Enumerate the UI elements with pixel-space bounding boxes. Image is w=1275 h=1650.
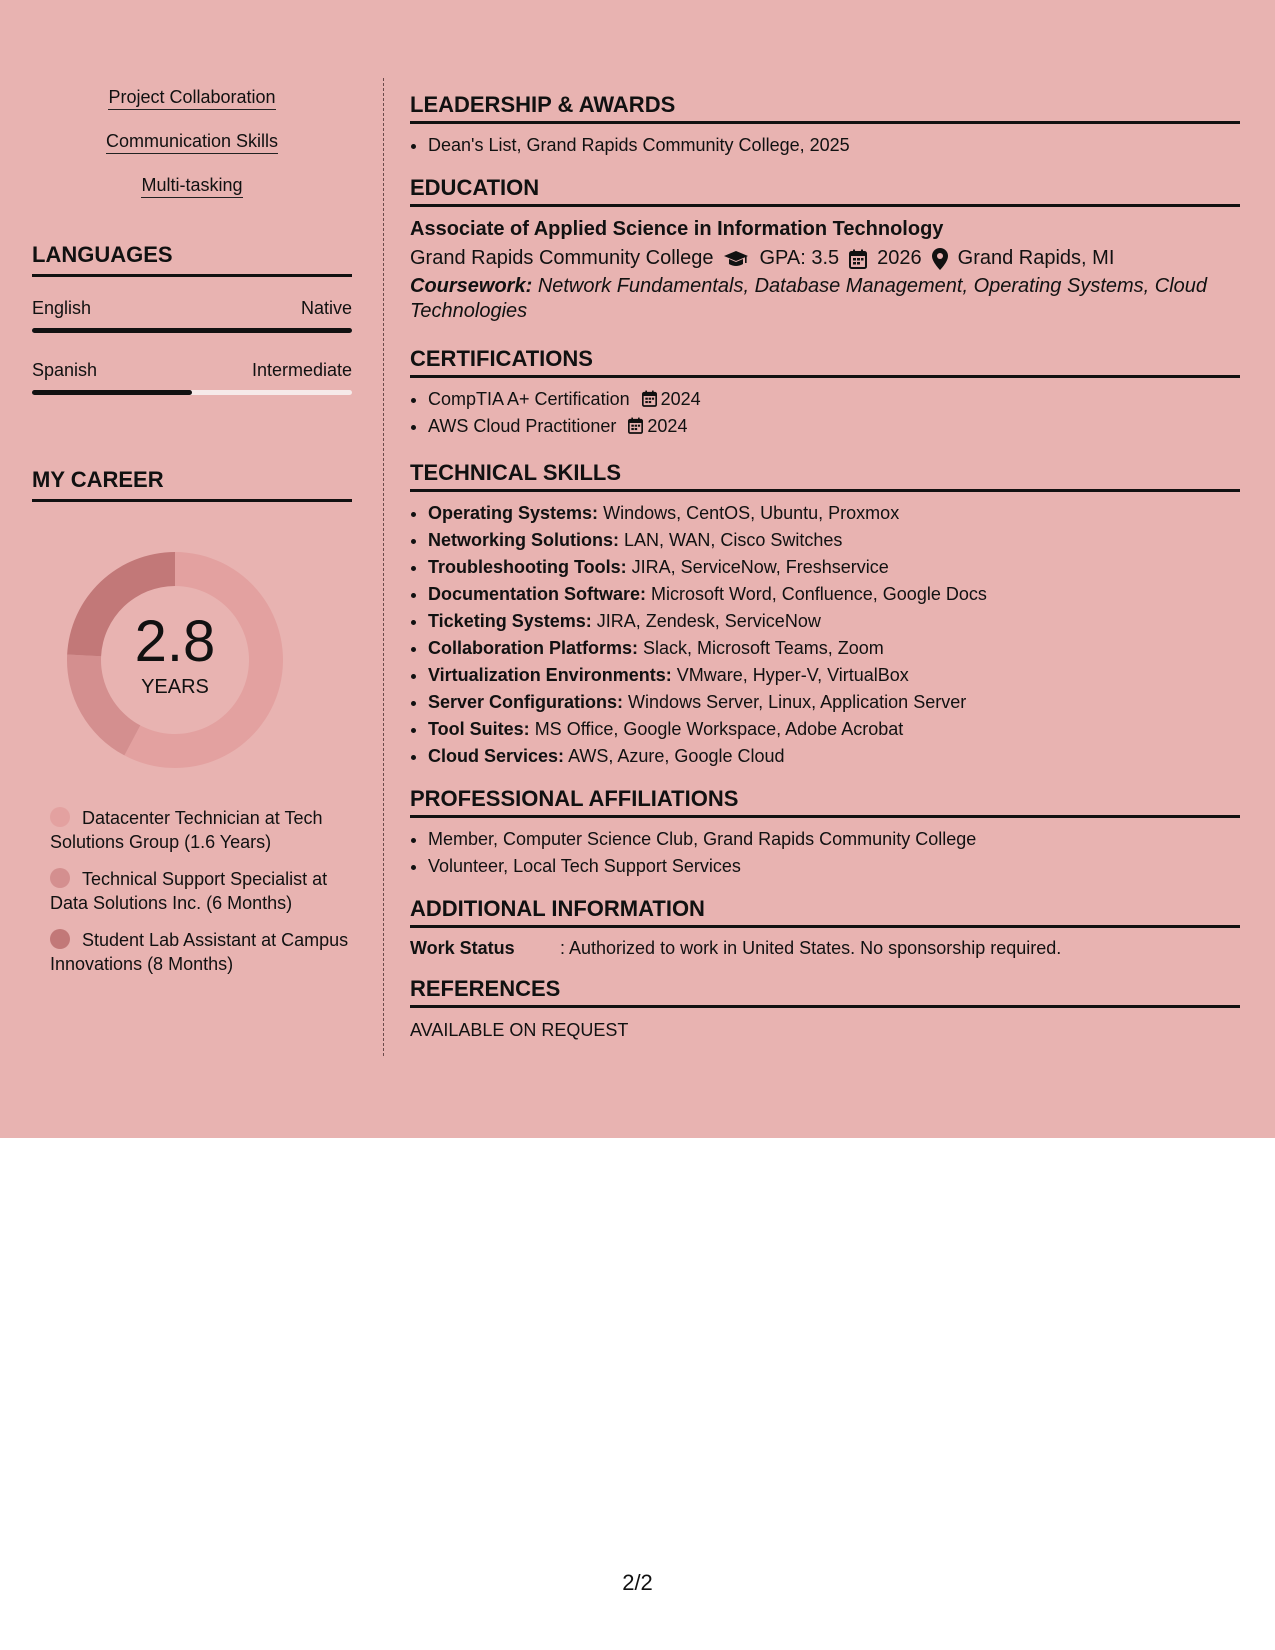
left-column [32,86,352,989]
skill-value: VMware, Hyper-V, VirtualBox [676,665,909,685]
list-item [428,413,1240,440]
language-bar [32,328,352,333]
coursework [410,274,1240,324]
section-heading: LEADERSHIP & AWARDS [410,92,1240,124]
skill-item: Multi-tasking [141,174,242,198]
skill-value: AWS, Azure, Google Cloud [568,746,785,766]
certification-name: AWS Cloud Practitioner [428,416,617,436]
list-item [428,662,1240,689]
skill-value: Windows, CentOS, Ubuntu, Proxmox [603,503,900,523]
list-item [428,500,1240,527]
calendar-icon [642,390,657,407]
skill-value: JIRA, ServiceNow, Freshservice [631,557,889,577]
section-heading: PROFESSIONAL AFFILIATIONS [410,786,1240,818]
career-heading: MY CAREER [32,467,352,502]
skill-label: Virtualization Environments: [428,665,672,685]
degree-title: Associate of Applied Science in Information Technology [410,218,944,240]
language-name: English [32,298,92,318]
graduation-cap-icon [723,250,749,268]
technical-skills-section [410,460,1240,770]
skill-value: Windows Server, Linux, Application Server [628,692,967,712]
list-item [428,635,1240,662]
section-heading: REFERENCES [410,976,1240,1008]
skill-value: Slack, Microsoft Teams, Zoom [643,638,884,658]
list-item [428,689,1240,716]
language-name: Spanish [32,360,98,380]
certification-year: 2024 [647,416,688,436]
skill-label: Troubleshooting Tools: [428,557,627,577]
skills-list [32,86,352,198]
section-heading: TECHNICAL SKILLS [410,460,1240,492]
school-name: Grand Rapids Community College [410,247,714,269]
languages-heading: LANGUAGES [32,242,352,277]
skill-item: Communication Skills [106,130,278,154]
language-spanish [32,359,352,395]
skill-label: Tool Suites: [428,719,530,739]
certification-year: 2024 [660,389,701,409]
list-item [428,554,1240,581]
calendar-icon [628,417,643,434]
column-divider [383,78,384,1056]
language-english [32,297,352,333]
section-heading: EDUCATION [410,175,1240,207]
skill-value: JIRA, Zendesk, ServiceNow [596,611,821,631]
right-column [410,92,1240,1058]
skill-label: Server Configurations: [428,692,624,712]
technical-skills-list [410,500,1240,770]
language-bar-fill [32,390,192,395]
legend-label: Datacenter Technician at Tech Solutions Group (1.6 Years) [50,808,323,852]
coursework-list: Network Fundamentals, Database Management, Operating Systems, Cloud Technologies [410,275,1208,322]
work-status-label: Work Status [410,938,515,958]
skill-label: Operating Systems: [428,503,599,523]
legend-label: Student Lab Assistant at Campus Innovations (8 Months) [50,930,349,974]
gpa: GPA: 3.5 [759,247,840,269]
list-item [428,716,1240,743]
legend-dot [50,807,70,827]
skill-label: Cloud Services: [428,746,565,766]
list-item: • Member, Computer Science Club, Grand Rapids Community College [428,826,1240,853]
language-level: Native [300,298,352,318]
list-item: • Volunteer, Local Tech Support Services [428,853,1240,880]
calendar-icon [849,249,867,269]
education-details [410,243,1240,274]
certification-name: CompTIA A+ Certification [428,389,630,409]
list-item: • Dean's List, Grand Rapids Community College, 2025 [428,132,1240,159]
certifications-section [410,346,1240,440]
location-pin-icon [932,248,948,270]
affiliations-section [410,786,1240,880]
references-text: AVAILABLE ON REQUEST [410,1020,629,1040]
career-total: 2.8 [134,609,216,674]
legend-item [50,928,350,976]
references-section [410,976,1240,1042]
language-bar-fill [32,328,352,333]
legend-dot [50,929,70,949]
legend-dot [50,868,70,888]
location: Grand Rapids, MI [957,247,1115,269]
skill-item: Project Collaboration [108,86,275,110]
education-section [410,175,1240,324]
section-heading: ADDITIONAL INFORMATION [410,896,1240,928]
skill-value: MS Office, Google Workspace, Adobe Acrobat [534,719,904,739]
list-item [428,527,1240,554]
skill-label: Ticketing Systems: [428,611,592,631]
page-number: 2/2 [622,1570,653,1595]
skill-label: Documentation Software: [428,584,647,604]
career-legend [32,806,350,976]
legend-item [50,867,350,915]
additional-info-section [410,896,1240,960]
coursework-label: Coursework: [410,275,533,297]
legend-item [50,806,350,854]
list-item [428,743,1240,770]
section-heading: CERTIFICATIONS [410,346,1240,378]
language-level: Intermediate [251,360,352,380]
work-status-row [410,936,1240,960]
skill-value: Microsoft Word, Confluence, Google Docs [651,584,987,604]
list-item [428,608,1240,635]
list-item [428,386,1240,413]
skill-value: LAN, WAN, Cisco Switches [624,530,843,550]
skill-label: Collaboration Platforms: [428,638,639,658]
list-item [428,581,1240,608]
work-status-value: : Authorized to work in United States. No sponsorship required. [560,938,1062,958]
legend-label: Technical Support Specialist at Data Solutions Inc. (6 Months) [50,869,328,913]
leadership-section [410,92,1240,159]
career-donut-chart [55,540,295,780]
language-bar [32,390,352,395]
graduation-year: 2026 [877,247,922,269]
skill-label: Networking Solutions: [428,530,619,550]
career-unit: YEARS [141,676,209,698]
